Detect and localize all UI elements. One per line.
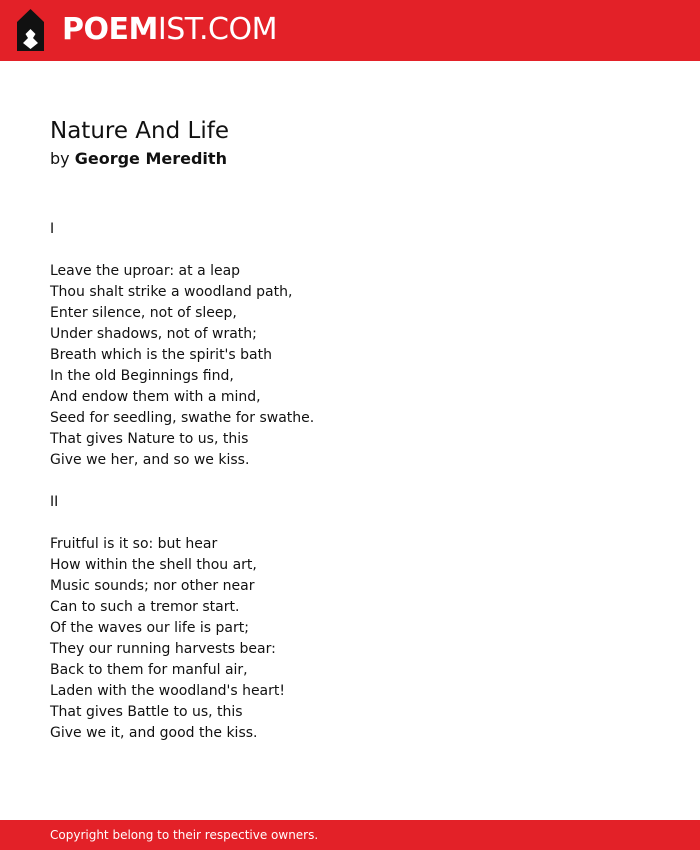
poem-line: Music sounds; nor other near [50, 578, 255, 594]
byline [50, 149, 227, 169]
poem-line: Laden with the woodland's heart! [50, 683, 285, 699]
copyright-notice: Copyright belong to their respective owners. [50, 828, 319, 842]
poem-line: That gives Nature to us, this [50, 431, 249, 447]
poem-line: Of the waves our life is part; [50, 620, 249, 636]
poem-line: Give we it, and good the kiss. [50, 725, 258, 741]
poem-line: Thou shalt strike a woodland path, [50, 284, 293, 300]
poem-line: Enter silence, not of sleep, [50, 305, 237, 321]
poem-line: They our running harvests bear: [50, 641, 276, 657]
stanza-numeral: I [50, 221, 55, 237]
poem-line: And endow them with a mind, [50, 389, 261, 405]
stanza-gap [50, 471, 650, 492]
poem-line: Seed for seedling, swathe for swathe. [50, 410, 315, 426]
poem-line: Leave the uproar: at a leap [50, 263, 241, 279]
poem-title: Nature And Life [50, 118, 229, 144]
poem-line: In the old Beginnings find, [50, 368, 234, 384]
poem-line: Can to such a tremor start. [50, 599, 240, 615]
site-footer [0, 820, 700, 850]
poem-line: That gives Battle to us, this [50, 704, 243, 720]
stanza-numeral: II [50, 494, 59, 510]
logo-light-text: IST.COM [157, 12, 277, 47]
poem-line: Under shadows, not of wrath; [50, 326, 257, 342]
byline-prefix: by [50, 149, 70, 168]
site-logo[interactable] [62, 11, 277, 49]
poem-body [50, 219, 650, 744]
pencil-icon[interactable] [17, 9, 44, 51]
poem-line: Back to them for manful air, [50, 662, 248, 678]
author-name: George Meredith [74, 149, 227, 168]
site-header [0, 0, 700, 61]
poem-line: How within the shell thou art, [50, 557, 257, 573]
poem-line: Breath which is the spirit's bath [50, 347, 272, 363]
logo-bold-text: POEM [62, 12, 158, 47]
stanza-gap [50, 240, 650, 261]
poem-line: Give we her, and so we kiss. [50, 452, 250, 468]
poem-line: Fruitful is it so: but hear [50, 536, 218, 552]
stanza-gap [50, 513, 650, 534]
